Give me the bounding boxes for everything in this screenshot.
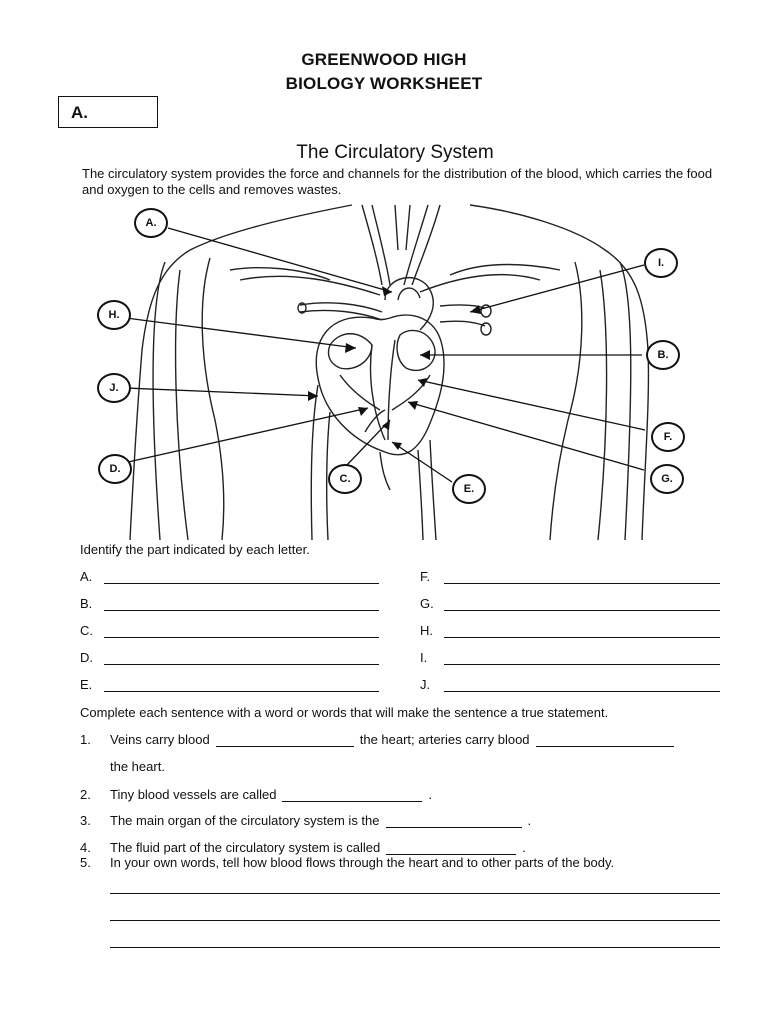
q2-blank[interactable] [282, 789, 422, 802]
complete-instruction: Complete each sentence with a word or words that will make the sentence a true statement. [80, 705, 609, 720]
answer-row-d [80, 649, 379, 665]
answer-row-g [420, 595, 720, 611]
body-outline-left [130, 205, 352, 540]
callout-i: I. [644, 248, 678, 278]
callout-h: H. [97, 300, 131, 330]
callout-g: G. [650, 464, 684, 494]
callout-d: D. [98, 454, 132, 484]
answer-row-i [420, 649, 720, 665]
question-text: The fluid part of the circulatory system is called [110, 840, 381, 855]
callout-f: F. [651, 422, 685, 452]
q5-answer-line-2[interactable] [110, 920, 720, 921]
answer-row-h [420, 622, 720, 638]
answer-blank-e[interactable] [104, 679, 379, 692]
question-4 [80, 840, 526, 855]
answer-blank-c[interactable] [104, 625, 379, 638]
answer-row-j [420, 676, 720, 692]
answer-blank-b[interactable] [104, 598, 379, 611]
answer-blank-f[interactable] [444, 571, 720, 584]
question-number: 3. [80, 813, 91, 828]
callout-a: A. [134, 208, 168, 238]
question-end: . [527, 813, 532, 828]
q4-blank[interactable] [386, 842, 516, 855]
answer-blank-i[interactable] [444, 652, 720, 665]
answer-blank-a[interactable] [104, 571, 379, 584]
question-text: In your own words, tell how blood flows through the heart and to other parts of the body. [110, 855, 615, 870]
callout-e: E. [452, 474, 486, 504]
answer-blank-h[interactable] [444, 625, 720, 638]
question-5 [80, 855, 614, 870]
question-number: 5. [80, 855, 91, 870]
heart-outline [316, 315, 444, 455]
answer-label: J. [420, 677, 431, 692]
worksheet-title: BIOLOGY WORKSHEET [285, 74, 483, 93]
q1-blank-1[interactable] [216, 734, 354, 747]
answer-label: A. [80, 569, 93, 584]
school-title: GREENWOOD HIGH [301, 50, 467, 69]
answer-label: C. [80, 623, 93, 638]
question-text: Tiny blood vessels are called [110, 787, 277, 802]
diagram-title: The Circulatory System [296, 142, 494, 163]
callout-j: J. [97, 373, 131, 403]
q1-blank-2[interactable] [536, 734, 674, 747]
question-end: . [522, 840, 526, 855]
question-1-continued [110, 759, 165, 774]
question-text: the heart. [110, 759, 165, 774]
answer-label: B. [80, 596, 93, 611]
question-3 [80, 813, 531, 828]
question-2 [80, 787, 432, 802]
q3-blank[interactable] [386, 815, 522, 828]
q5-answer-line-3[interactable] [110, 947, 720, 948]
answer-label: I. [420, 650, 428, 665]
callout-c: C. [328, 464, 362, 494]
answer-blank-d[interactable] [104, 652, 379, 665]
question-text: Veins carry blood [110, 732, 210, 747]
answer-label: H. [420, 623, 433, 638]
answer-row-a [80, 568, 379, 584]
intro-paragraph: The circulatory system provides the force and channels for the distribution of the blood, which carries the food and oxygen to the cells and removes wastes. [82, 166, 713, 197]
answer-label: E. [80, 677, 93, 692]
answer-row-e [80, 676, 379, 692]
answer-label: D. [80, 650, 93, 665]
q5-answer-line-1[interactable] [110, 893, 720, 894]
question-1 [80, 732, 680, 747]
body-outline-right [470, 205, 648, 540]
answer-blank-j[interactable] [444, 679, 720, 692]
section-label: A. [58, 96, 158, 128]
question-number: 1. [80, 732, 91, 747]
question-number: 4. [80, 840, 91, 855]
callout-b: B. [646, 340, 680, 370]
identify-instruction: Identify the part indicated by each letter. [80, 542, 310, 557]
answer-row-b [80, 595, 379, 611]
answer-label: G. [420, 596, 434, 611]
question-text: the heart; arteries carry blood [359, 732, 530, 747]
question-end: . [428, 787, 433, 802]
answer-row-c [80, 622, 379, 638]
question-text: The main organ of the circulatory system is the [110, 813, 380, 828]
question-number: 2. [80, 787, 91, 802]
answer-blank-g[interactable] [444, 598, 720, 611]
answer-row-f [420, 568, 720, 584]
answer-label: F. [420, 569, 431, 584]
